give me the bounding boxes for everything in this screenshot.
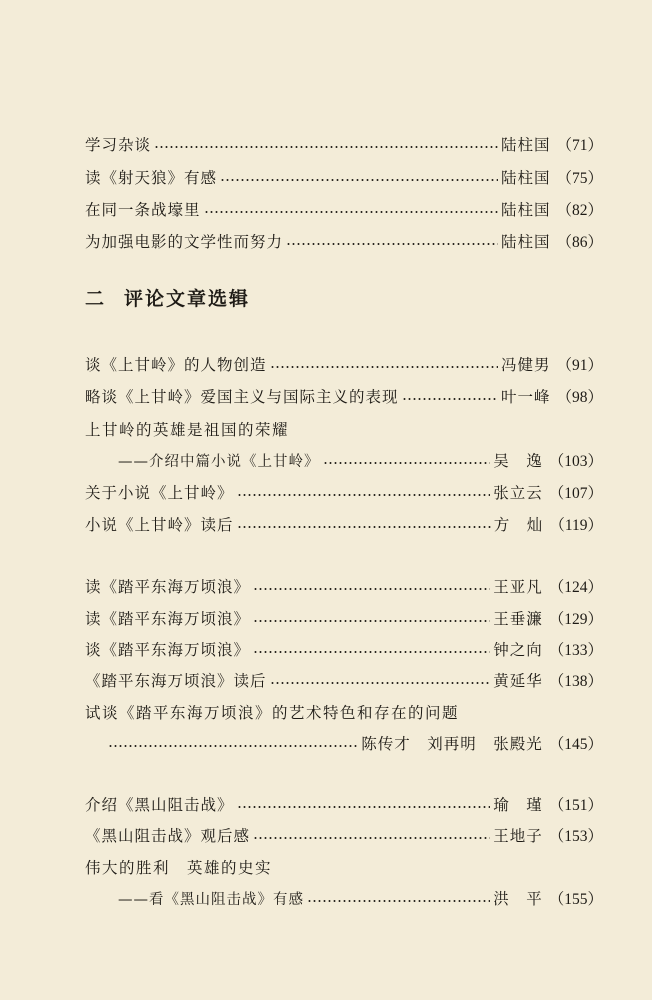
- entry-title: 读《射天狼》有感: [85, 169, 218, 187]
- entry-page: （91）: [556, 357, 603, 374]
- section-number: 二: [85, 288, 107, 310]
- entry-author: 叶一峰: [500, 388, 551, 406]
- leader-dots: [154, 146, 498, 148]
- entry-title: 介绍《黑山阻击战》: [85, 796, 234, 814]
- toc-entry: [85, 637, 603, 661]
- entry-author: 吴 逸: [493, 452, 543, 470]
- entry-title: 为加强电影的文学性而努力: [85, 233, 284, 251]
- entry-author: 冯健男: [500, 356, 551, 374]
- entry-page: （124）: [548, 579, 603, 596]
- section-title: 评论文章选辑: [124, 288, 251, 310]
- section-heading: [85, 284, 250, 311]
- entry-page: （82）: [556, 202, 603, 219]
- entry-title: 小说《上甘岭》读后: [85, 516, 234, 534]
- toc-entry-continued: [108, 731, 603, 755]
- entry-title-line1: 伟大的胜利 英雄的史实: [85, 859, 273, 877]
- entry-title: 读《踏平东海万顷浪》: [85, 610, 251, 628]
- entry-page: （86）: [556, 234, 603, 251]
- entry-title: 谈《上甘岭》的人物创造: [85, 356, 267, 374]
- entry-author: 陈传才 刘再明 张殿光: [361, 735, 543, 753]
- entry-author: 陆柱国: [500, 169, 551, 187]
- entry-page: （107）: [548, 485, 603, 502]
- leader-dots: [402, 398, 498, 400]
- toc-entry: [85, 574, 603, 598]
- entry-page: （71）: [556, 137, 603, 154]
- entry-page: （103）: [548, 453, 603, 470]
- entry-author: 洪 平: [493, 890, 543, 908]
- entry-page: （119）: [549, 517, 603, 534]
- entry-author: 黄延华: [493, 672, 543, 690]
- leader-dots: [237, 526, 491, 528]
- entry-page: （155）: [548, 891, 603, 908]
- leader-dots: [108, 745, 358, 747]
- leader-dots: [270, 682, 491, 684]
- leader-dots: [237, 806, 491, 808]
- toc-entry: [85, 132, 603, 156]
- toc-entry: [85, 668, 603, 692]
- entry-title: 读《踏平东海万顷浪》: [85, 578, 251, 596]
- toc-entry: [85, 480, 603, 504]
- toc-entry: [85, 792, 603, 816]
- toc-entry-continued: [118, 448, 603, 472]
- leader-dots: [307, 900, 490, 902]
- entry-author: 王地子: [493, 827, 543, 845]
- toc-entry: [85, 384, 603, 408]
- entry-page: （153）: [548, 828, 603, 845]
- entry-subtitle: ——看《黑山阻击战》有感: [118, 891, 304, 908]
- leader-dots: [253, 837, 490, 839]
- toc-entry: [85, 352, 603, 376]
- entry-title: 《踏平东海万顷浪》读后: [85, 672, 267, 690]
- toc-entry: [85, 229, 603, 253]
- entry-title: 谈《踏平东海万顷浪》: [85, 641, 251, 659]
- entry-page: （133）: [548, 642, 603, 659]
- toc-entry: [85, 512, 603, 536]
- entry-page: （75）: [556, 170, 603, 187]
- toc-entry: [85, 823, 603, 847]
- entry-author: 王垂濂: [493, 610, 543, 628]
- leader-dots: [253, 620, 490, 622]
- entry-author: 陆柱国: [500, 233, 551, 251]
- entry-page: （145）: [548, 736, 603, 753]
- leader-dots: [323, 462, 491, 464]
- toc-entry: [85, 197, 603, 221]
- leader-dots: [237, 494, 491, 496]
- leader-dots: [253, 588, 490, 590]
- entry-author: 张立云: [493, 484, 543, 502]
- entry-title-line1: 试谈《踏平东海万顷浪》的艺术特色和存在的问题: [85, 704, 460, 722]
- entry-author: 陆柱国: [500, 201, 551, 219]
- entry-title: 《黑山阻击战》观后感: [85, 827, 251, 845]
- entry-title: 略谈《上甘岭》爱国主义与国际主义的表现: [85, 388, 399, 406]
- entry-page: （98）: [556, 389, 603, 406]
- leader-dots: [253, 651, 490, 653]
- toc-entry: [85, 606, 603, 630]
- entry-author: 瑜 瑾: [493, 796, 543, 814]
- entry-title: 在同一条战壕里: [85, 201, 201, 219]
- leader-dots: [286, 243, 498, 245]
- toc-entry: [85, 165, 603, 189]
- leader-dots: [220, 179, 498, 181]
- entry-page: （129）: [548, 611, 603, 628]
- entry-page: （138）: [548, 673, 603, 690]
- entry-title: 关于小说《上甘岭》: [85, 484, 234, 502]
- entry-author: 钟之向: [493, 641, 543, 659]
- entry-title-line1: 上甘岭的英雄是祖国的荣耀: [85, 421, 290, 439]
- entry-title: 学习杂谈: [85, 136, 152, 154]
- entry-author: 陆柱国: [500, 136, 551, 154]
- leader-dots: [204, 211, 498, 213]
- leader-dots: [270, 366, 498, 368]
- entry-subtitle: ——介绍中篇小说《上甘岭》: [118, 453, 320, 470]
- entry-author: 方 灿: [493, 516, 544, 534]
- toc-entry-continued: [118, 886, 603, 910]
- entry-author: 王亚凡: [493, 578, 543, 596]
- entry-page: （151）: [548, 797, 603, 814]
